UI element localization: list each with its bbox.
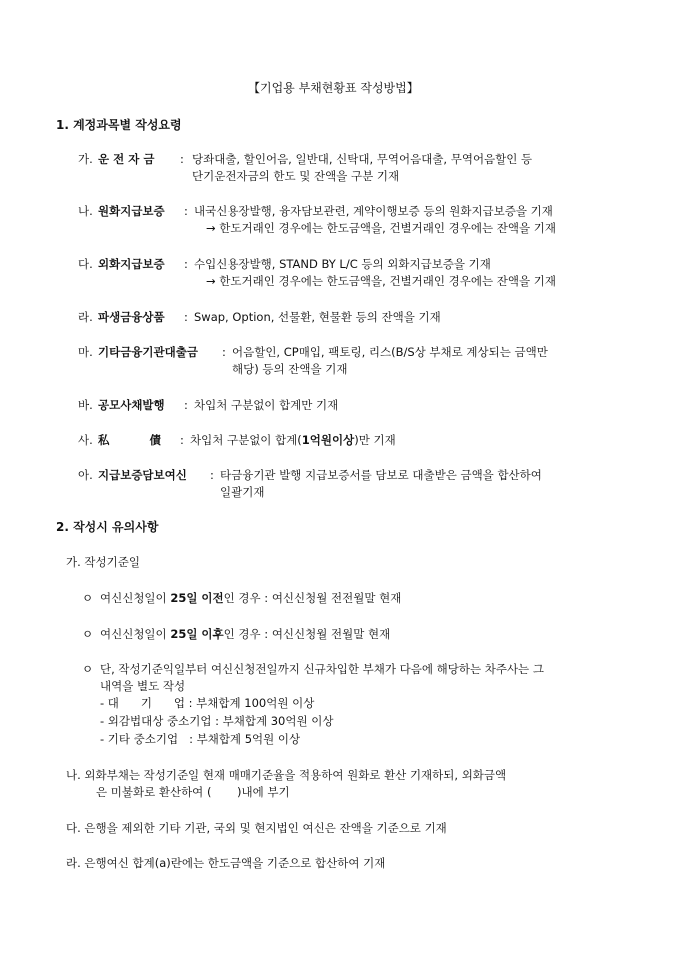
item-na-line-2: → 한도거래인 경우에는 한도금액을, 건별거래인 경우에는 잔액을 기재 xyxy=(206,221,556,235)
item-ma-label: 기타금융기관대출금 xyxy=(98,345,198,359)
bullet-marker-2: ㅇ xyxy=(82,627,94,641)
bullet-2-post: 인 경우 : 여신신청월 전월말 현재 xyxy=(223,627,391,641)
item-a-label: 지급보증담보여신 xyxy=(98,468,187,482)
bullet-3-line-1: 단, 작성기준익일부터 여신신청전일까지 신규차입한 부채가 다음에 해당하는 차주사는 그 xyxy=(100,662,544,676)
item-ga-sep: : xyxy=(180,152,184,166)
bullet-2 xyxy=(100,626,390,642)
item-sa-marker: 사. xyxy=(78,433,93,447)
item-da-sep: : xyxy=(184,257,188,271)
item-a-marker: 아. xyxy=(78,468,93,482)
item-a-line-1: 타금융기관 발행 지급보증서를 담보로 대출받은 금액을 합산하여 xyxy=(220,468,542,482)
item-da-label: 외화지급보증 xyxy=(98,257,165,271)
item-ra-line-1: Swap, Option, 선물환, 현물환 등의 잔액을 기재 xyxy=(194,310,441,324)
item-da-line-2: → 한도거래인 경우에는 한도금액을, 건별거래인 경우에는 잔액을 기재 xyxy=(206,274,556,288)
item-sa-sep: : xyxy=(180,433,184,447)
item-ma-marker: 마. xyxy=(78,345,93,359)
bullet-1-pre: 여신신청일이 xyxy=(100,591,171,605)
na-line-1: 나. 외화부채는 작성기준일 현재 매매기준율을 적용하여 원화로 환산 기재하되, 외화금액 xyxy=(66,768,507,782)
item-ba-label: 공모사채발행 xyxy=(98,398,165,412)
item-ga-line-2: 단기운전자금의 한도 및 잔액을 구분 기재 xyxy=(192,169,400,183)
ga-subtitle: 가. 작성기준일 xyxy=(66,555,140,569)
bullet-3-line-2: 내역을 별도 작성 xyxy=(100,679,186,693)
item-ba-line-1: 차입처 구분없이 합계만 기재 xyxy=(194,398,339,412)
item-sa-line xyxy=(190,432,396,448)
item-ra-sep: : xyxy=(184,310,188,324)
item-da-marker: 다. xyxy=(78,257,93,271)
item-ma-line-2: 해당) 등의 잔액을 기재 xyxy=(232,362,348,376)
section-1-title: 1. 계정과목별 작성요령 xyxy=(56,118,182,132)
bullet-2-pre: 여신신청일이 xyxy=(100,627,171,641)
item-sa-label: 私 債 xyxy=(98,433,162,447)
sub-item-1: - 대 기 업 : 부채합계 100억원 이상 xyxy=(100,696,315,710)
item-sa-line-pre: 차입처 구분없이 합계( xyxy=(190,433,302,447)
bullet-1-bold: 25일 이전 xyxy=(170,591,224,605)
item-ba-marker: 바. xyxy=(78,398,93,412)
item-na-label: 원화지급보증 xyxy=(98,204,165,218)
da-line: 다. 은행을 제외한 기타 기관, 국외 및 현지법인 여신은 잔액을 기준으로 기재 xyxy=(66,821,447,835)
document-title: 【기업용 부채현황표 작성방법】 xyxy=(248,81,419,95)
item-na-marker: 나. xyxy=(78,204,93,218)
item-ga-marker: 가. xyxy=(78,152,93,166)
item-ra-label: 파생금융상품 xyxy=(98,310,165,324)
bullet-marker-1: ㅇ xyxy=(82,591,94,605)
bullet-1-post: 인 경우 : 여신신청월 전전월말 현재 xyxy=(223,591,402,605)
item-a-sep: : xyxy=(210,468,214,482)
item-na-sep: : xyxy=(184,204,188,218)
item-ra-marker: 라. xyxy=(78,310,93,324)
ra-line: 라. 은행여신 합계(a)란에는 한도금액을 기준으로 합산하여 기재 xyxy=(66,856,386,870)
sub-item-3: - 기타 중소기업 : 부채합계 5억원 이상 xyxy=(100,732,301,746)
item-ga-line-1: 당좌대출, 할인어음, 일반대, 신탁대, 무역어음대출, 무역어음할인 등 xyxy=(192,152,533,166)
item-da-line-1: 수입신용장발행, STAND BY L/C 등의 외화지급보증을 기재 xyxy=(194,257,491,271)
item-a-line-2: 일괄기재 xyxy=(220,485,265,499)
na-line-2: 은 미불화로 환산하여 ( )내에 부기 xyxy=(96,785,290,799)
item-sa-line-bold: 1억원이상 xyxy=(301,433,355,447)
section-2-title: 2. 작성시 유의사항 xyxy=(56,520,159,534)
item-ma-sep: : xyxy=(222,345,226,359)
bullet-marker-3: ㅇ xyxy=(82,662,94,676)
bullet-2-bold: 25일 이후 xyxy=(170,627,224,641)
bullet-1 xyxy=(100,590,401,606)
sub-item-2: - 외감법대상 중소기업 : 부채합계 30억원 이상 xyxy=(100,714,334,728)
item-sa-line-post: )만 기재 xyxy=(354,433,396,447)
item-na-line-1: 내국신용장발행, 융자담보관련, 계약이행보증 등의 원화지급보증을 기재 xyxy=(194,204,553,218)
item-ga-label: 운 전 자 금 xyxy=(98,152,155,166)
item-ba-sep: : xyxy=(184,398,188,412)
item-ma-line-1: 어음할인, CP매입, 팩토링, 리스(B/S상 부채로 계상되는 금액만 xyxy=(232,345,548,359)
